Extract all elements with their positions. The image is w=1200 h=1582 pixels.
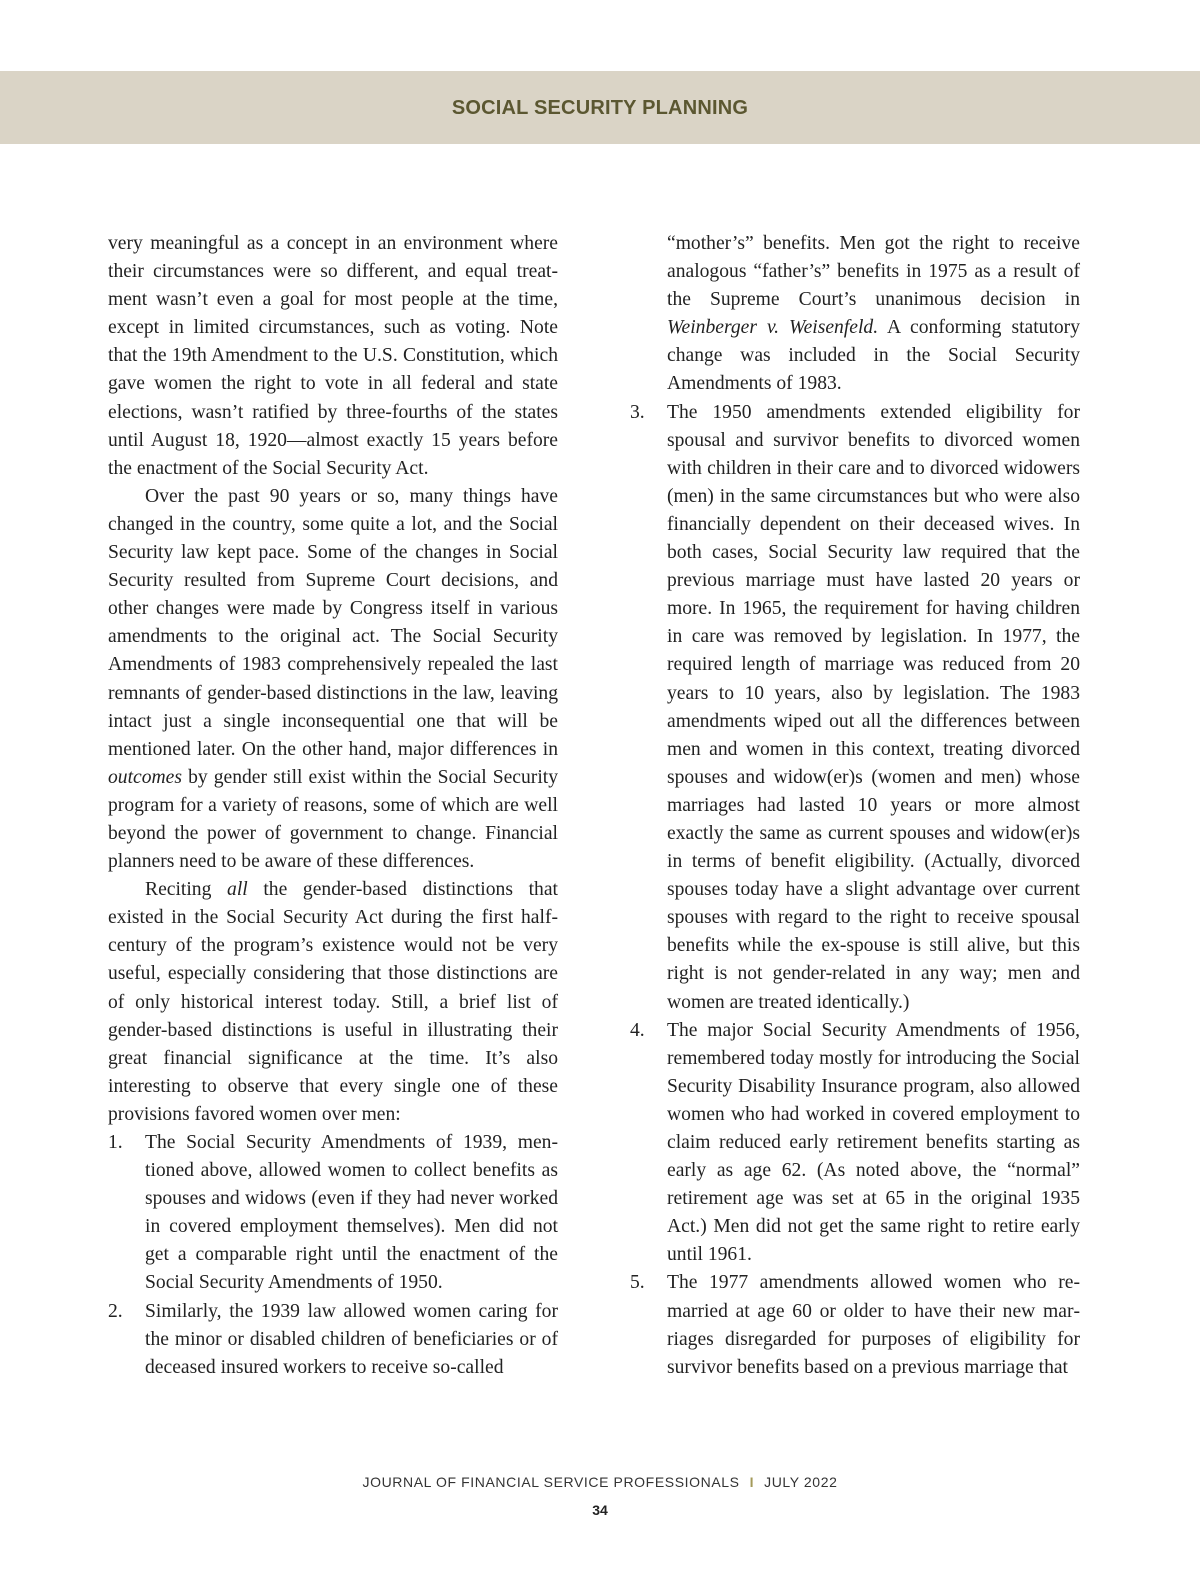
- issue-date: JULY 2022: [764, 1474, 838, 1490]
- emphasis-text: outcomes: [108, 766, 183, 788]
- section-title: SOCIAL SECURITY PLANNING: [451, 97, 749, 119]
- case-name: Weinberger v. Weisenfeld.: [667, 317, 879, 339]
- emphasis-text: all: [227, 879, 248, 901]
- list-number: 2.: [108, 1300, 123, 1322]
- list-item: 2. Similarly, the 1939 law allowed women caring for the minor or disabled children of beneficiaries or of deceased insured workers to receive so-called: [108, 1298, 558, 1382]
- list-item: 4. The major Social Security Amendments of 1956, remembered today mostly for introducing the Social Security Disability Insurance program, also allowed women who had worked in covered employment to claim reduced early retirement benefits starting as early as age 62. (As noted above, the “normal” retirement age was set at 65 in the original 1935 Act.) Men did not get the same right to retire early until 1961.: [630, 1017, 1080, 1270]
- page-number: 34: [592, 1502, 608, 1518]
- footer-journal-line: [0, 1474, 1200, 1490]
- list-item-continued: “mother’s” benefits. Men got the right to receive analogous “father’s” benefits in 1975 as a result of the Supreme Court’s unanimous decision in Weinberger v. Weisenfeld. A conforming statutory change was included in the Social Security Amendments of 1983.: [667, 233, 1081, 395]
- list-item: 3. The 1950 amendments extended eligibility for spousal and survivor benefits to divorced women with children in their care and to divorced widowers (men) in the same circumstances but who were also financially dependent on their deceased wives. In both cases, Social Security law required that the previous marriage must have lasted 20 years or more. In 1965, the requirement for having children in care was removed by legislation. In 1977, the required length of marriage was reduced from 20 years to 10 years, also by legislation. The 1983 amendments wiped out all the differences between men and women in this context, treating divorced spouses and widow(er)s (women and men) whose marriages had lasted 10 years or more almost exactly the same as current spouses and widow(er)s in terms of benefit eligibility. (Actually, divorced spouses today have a slight advantage over current spouses with regard to the right to receive spousal benefits while the ex-spouse is still alive, but this right is not gender-related in any way; men and women are treated identically.): [630, 399, 1080, 1017]
- list-item: 5. The 1977 amendments allowed women who remarried at age 60 or older to have their new marriages disregarded for purposes of eligibility for survivor benefits based on a previous marriage that: [630, 1269, 1080, 1381]
- paragraph: Reciting all the gender-based distinctions that existed in the Social Security Act during the first half-century of the program’s existence would not be very useful, especially considering that those distinctions are of only historical interest today. Still, a brief list of gender-based distinctions is useful in illustrating their great financial significance at the time. It’s also interesting to observe that every single one of these provisions favored women over men:: [108, 879, 558, 1125]
- list-number: 3.: [630, 401, 645, 423]
- right-column: [630, 230, 1080, 1382]
- paragraph: very meaningful as a concept in an environment where their circumstances were so different, and equal treatment wasn’t even a goal for most people at the time, except in limited circumstances, such as voting. Note that the 19th Amendment to the U.S. Constitution, which gave women the right to vote in all federal and state elections, wasn’t ratified by three-fourths of the states until August 18, 1920—almost exactly 15 years before the enactment of the Social Security Act.: [108, 233, 558, 479]
- journal-name: JOURNAL OF FINANCIAL SERVICE PROFESSIONALS: [362, 1474, 740, 1490]
- list-number: 5.: [630, 1272, 645, 1294]
- list-item: 1. The Social Security Amendments of 1939, mentioned above, allowed women to collect benefits as spouses and widows (even if they had never worked in covered employment themselves). Men did not get a comparable right until the enactment of the Social Security Amendments of 1950.: [108, 1129, 558, 1298]
- left-column: [108, 230, 558, 1382]
- footer-separator: I: [749, 1474, 755, 1490]
- list-number: 4.: [630, 1019, 645, 1041]
- paragraph: Over the past 90 years or so, many things have changed in the country, some quite a lot, and the Social Security law kept pace. Some of the changes in Social Security resulted from Supreme Court decisions, and other changes were made by Congress itself in various amendments to the original act. The Social Security Amendments of 1983 comprehensively repealed the last remnants of gender-based distinctions in the law, leaving intact just a single inconsequential one that will be mentioned later. On the other hand, major differences in outcomes by gender still exist within the Social Security program for a variety of reasons, some of which are well beyond the power of government to change. Financial planners need to be aware of these differences.: [108, 485, 558, 873]
- list-number: 1.: [108, 1132, 123, 1153]
